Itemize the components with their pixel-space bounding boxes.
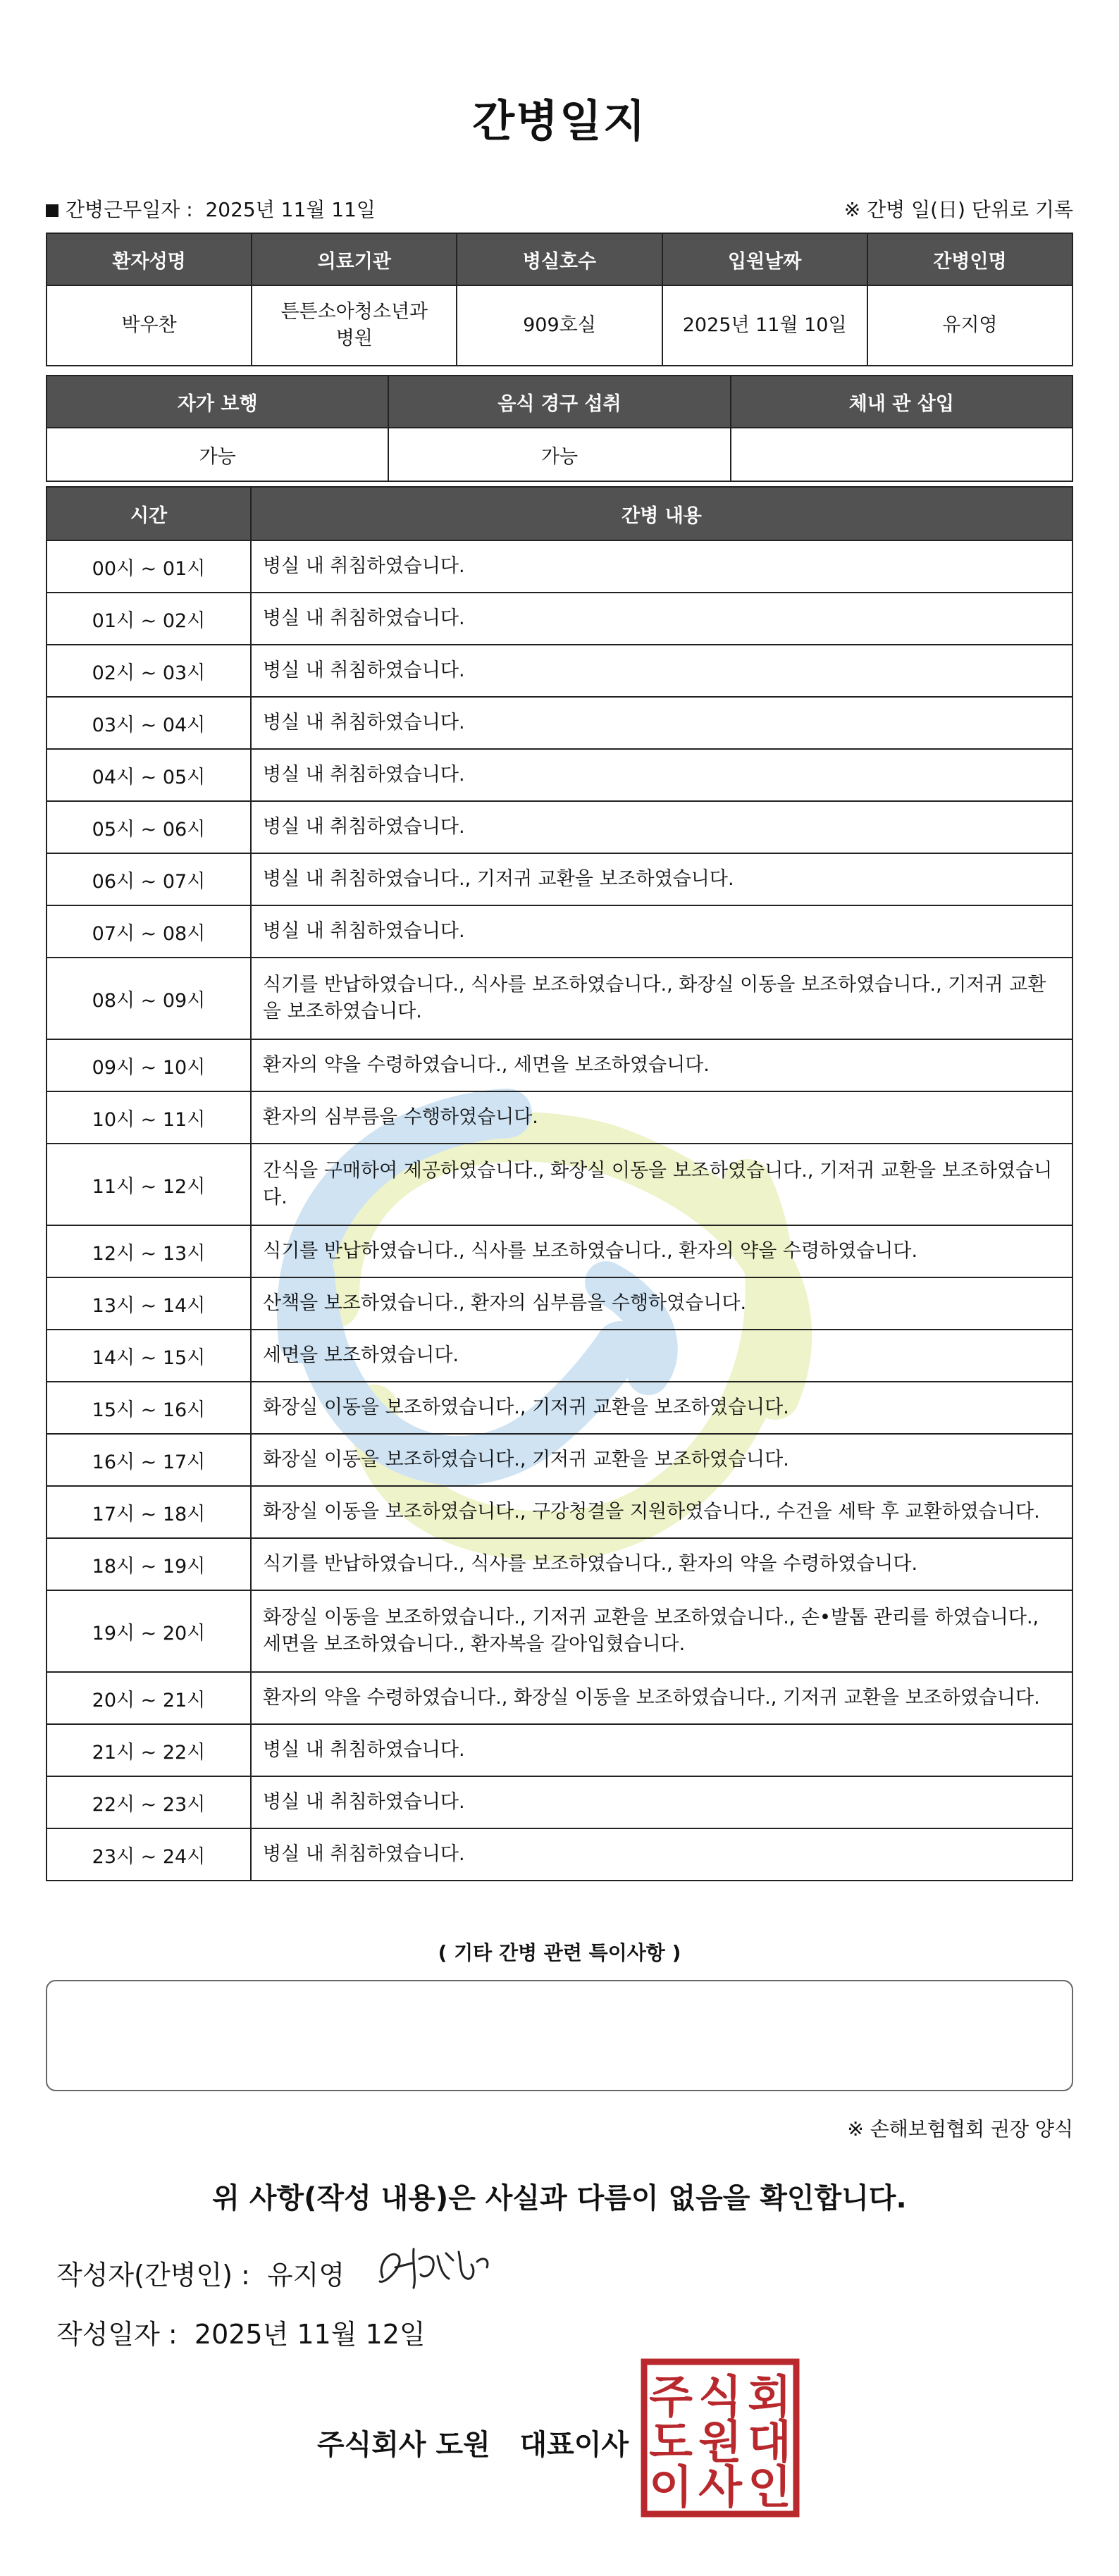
admission-date: 2025년 11월 10일 [662,285,867,366]
log-content: 간식을 구매하여 제공하였습니다., 화장실 이동을 보조하였습니다., 기저귀 교환을 보조하였습니다. [251,1144,1072,1225]
ability-header-row [47,376,1072,428]
special-notes-title: ( 기타 간병 관련 특이사항 ) [438,1941,681,1964]
tube-value [731,428,1072,481]
log-content: 병실 내 취침하였습니다. [251,1724,1072,1776]
written-date-line [56,2312,426,2351]
log-row [47,1382,1072,1434]
log-row [47,749,1072,801]
header-caregiver: 간병인명 [867,233,1072,285]
log-content: 환자의 심부름을 수행하였습니다. [251,1091,1072,1144]
work-date [46,194,376,223]
log-time: 01시 ~ 02시 [47,593,251,645]
log-row [47,958,1072,1039]
log-content: 병실 내 취침하였습니다. [251,593,1072,645]
log-row [47,1225,1072,1277]
svg-text:주: 주 [649,2372,693,2424]
log-content: 병실 내 취침하였습니다. [251,697,1072,749]
svg-text:회: 회 [748,2372,791,2424]
svg-text:식: 식 [698,2372,742,2424]
log-time: 15시 ~ 16시 [47,1382,251,1434]
work-date-label: 간병근무일자 : [66,198,193,221]
log-time: 20시 ~ 21시 [47,1672,251,1724]
log-content: 산책을 보조하였습니다., 환자의 심부름을 수행하였습니다. [251,1277,1072,1330]
room-number: 909호실 [457,285,662,366]
header-room: 병실호수 [457,233,662,285]
log-time: 23시 ~ 24시 [47,1828,251,1881]
info-value-row [47,285,1072,366]
work-date-value: 2025년 11월 11일 [205,198,376,221]
special-notes-box [46,1980,1073,2091]
header-care-content: 간병 내용 [251,487,1072,540]
log-time: 22시 ~ 23시 [47,1776,251,1828]
log-row [47,1590,1072,1672]
log-row [47,905,1072,958]
log-content: 환자의 약을 수령하였습니다., 화장실 이동을 보조하였습니다., 기저귀 교환을 보조하였습니다. [251,1672,1072,1724]
log-row [47,853,1072,905]
log-row [47,1144,1072,1225]
oral-intake-value: 가능 [388,428,730,481]
form-source-note: ※ 손해보험협회 권장 양식 [847,2117,1073,2141]
log-row [47,1724,1072,1776]
log-time: 17시 ~ 18시 [47,1486,251,1538]
log-content: 화장실 이동을 보조하였습니다., 기저귀 교환을 보조하였습니다. [251,1434,1072,1486]
log-content: 병실 내 취침하였습니다. [251,749,1072,801]
ability-value-row [47,428,1072,481]
written-date: 2025년 11월 12일 [194,2319,426,2350]
record-unit-note: ※ 간병 일(日) 단위로 기록 [843,198,1073,221]
log-row [47,1776,1072,1828]
log-content: 식기를 반납하였습니다., 식사를 보조하였습니다., 환자의 약을 수령하였습니다. [251,1538,1072,1590]
confirmation-statement: 위 사항(작성 내용)은 사실과 다름이 없음을 확인합니다. [212,2182,907,2215]
header-patient-name: 환자성명 [47,233,252,285]
log-time: 09시 ~ 10시 [47,1039,251,1091]
handwritten-signature [370,2235,504,2298]
log-content: 식기를 반납하였습니다., 식사를 보조하였습니다., 환자의 약을 수령하였습니다. [251,1225,1072,1277]
log-row [47,1672,1072,1724]
log-time: 19시 ~ 20시 [47,1590,251,1672]
log-time: 06시 ~ 07시 [47,853,251,905]
log-time: 13시 ~ 14시 [47,1277,251,1330]
log-time: 12시 ~ 13시 [47,1225,251,1277]
patient-info-table [46,233,1073,366]
log-row [47,1330,1072,1382]
log-time: 00시 ~ 01시 [47,540,251,593]
log-row [47,1039,1072,1091]
log-row [47,540,1072,593]
log-content: 병실 내 취침하였습니다. [251,1828,1072,1881]
svg-text:인: 인 [748,2462,791,2514]
log-row [47,593,1072,645]
log-time: 11시 ~ 12시 [47,1144,251,1225]
log-row [47,1091,1072,1144]
log-time: 14시 ~ 15시 [47,1330,251,1382]
log-content: 병실 내 취침하였습니다. [251,645,1072,697]
log-content: 식기를 반납하였습니다., 식사를 보조하였습니다., 화장실 이동을 보조하였습니다., 기저귀 교환을 보조하였습니다. [251,958,1072,1039]
written-date-label: 작성일자 : [56,2319,178,2350]
company-seal-stamp [640,2358,800,2518]
log-row [47,697,1072,749]
page-title: 간병일지 [472,95,647,147]
company-representative: 주식회사 도원 대표이사 [317,2429,629,2461]
log-time: 03시 ~ 04시 [47,697,251,749]
writer-line [56,2253,345,2292]
header-admission-date: 입원날짜 [662,233,867,285]
log-row [47,1434,1072,1486]
log-row [47,645,1072,697]
header-tube: 체내 관 삽입 [731,376,1072,428]
log-content: 병실 내 취침하였습니다. [251,801,1072,853]
log-row [47,801,1072,853]
hourly-care-log-table [46,486,1073,1881]
svg-text:원: 원 [698,2417,742,2469]
log-time: 16시 ~ 17시 [47,1434,251,1486]
log-content: 병실 내 취침하였습니다. [251,540,1072,593]
svg-text:도: 도 [649,2417,693,2469]
log-row [47,1828,1072,1881]
writer-label: 작성자(간병인) : [56,2260,250,2291]
log-time: 10시 ~ 11시 [47,1091,251,1144]
hospital-name: 튼튼소아청소년과병원 [252,285,457,366]
log-time: 02시 ~ 03시 [47,645,251,697]
patient-name: 박우찬 [47,285,252,366]
log-row [47,1277,1072,1330]
header-walking: 자가 보행 [47,376,388,428]
log-header-row [47,487,1072,540]
header-oral-intake: 음식 경구 섭취 [388,376,730,428]
log-row [47,1486,1072,1538]
log-content: 화장실 이동을 보조하였습니다., 구강청결을 지원하였습니다., 수건을 세탁 후 교환하였습니다. [251,1486,1072,1538]
info-header-row [47,233,1072,285]
meta-row [46,190,1073,225]
log-time: 04시 ~ 05시 [47,749,251,801]
patient-ability-table [46,375,1073,482]
log-time: 21시 ~ 22시 [47,1724,251,1776]
caregiver-name: 유지영 [867,285,1072,366]
log-content: 세면을 보조하였습니다. [251,1330,1072,1382]
svg-text:이: 이 [649,2462,693,2514]
log-time: 07시 ~ 08시 [47,905,251,958]
walking-value: 가능 [47,428,388,481]
svg-text:사: 사 [698,2462,742,2514]
square-bullet-icon [46,204,58,217]
svg-text:대: 대 [748,2417,791,2469]
header-time: 시간 [47,487,251,540]
writer-name: 유지영 [266,2260,345,2291]
log-content: 환자의 약을 수령하였습니다., 세면을 보조하였습니다. [251,1039,1072,1091]
log-content: 병실 내 취침하였습니다., 기저귀 교환을 보조하였습니다. [251,853,1072,905]
header-hospital: 의료기관 [252,233,457,285]
log-row [47,1538,1072,1590]
log-content: 병실 내 취침하였습니다. [251,905,1072,958]
log-content: 화장실 이동을 보조하였습니다., 기저귀 교환을 보조하였습니다. [251,1382,1072,1434]
log-time: 18시 ~ 19시 [47,1538,251,1590]
log-content: 병실 내 취침하였습니다. [251,1776,1072,1828]
log-time: 08시 ~ 09시 [47,958,251,1039]
log-content: 화장실 이동을 보조하였습니다., 기저귀 교환을 보조하였습니다., 손•발톱 관리를 하였습니다., 세면을 보조하였습니다., 환자복을 갈아입혔습니다. [251,1590,1072,1672]
log-time: 05시 ~ 06시 [47,801,251,853]
